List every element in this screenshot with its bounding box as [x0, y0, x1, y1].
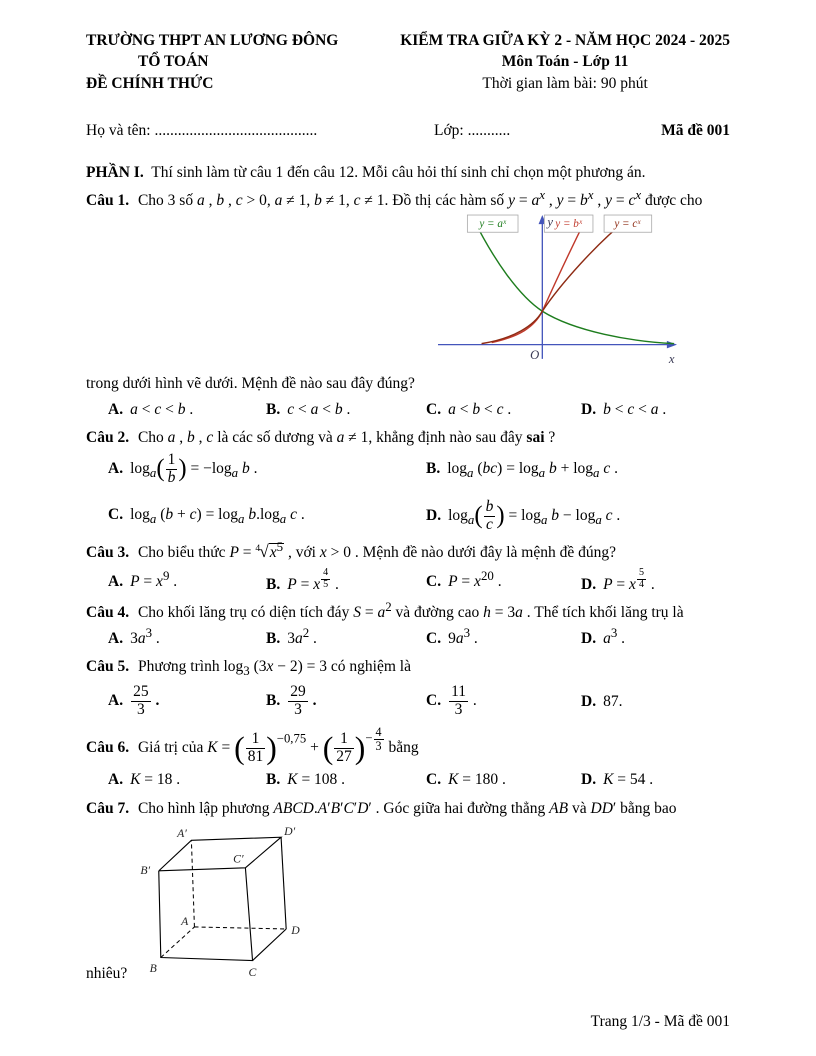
- option-letter: D.: [581, 771, 597, 789]
- exam-duration: Thời gian làm bài: 90 phút: [482, 74, 648, 92]
- question-1-text-cont: trong dưới hình vẽ dưới. Mệnh đề nào sau đây đúng?: [86, 375, 415, 393]
- option-c: [426, 399, 581, 420]
- option-letter: A.: [108, 691, 124, 709]
- header-right: [400, 30, 730, 94]
- option-text: $a^3$ .: [603, 624, 626, 647]
- option-b: [266, 684, 426, 718]
- y-axis-label: y: [547, 215, 554, 230]
- question-1-text: Cho 3 số a , b , c > 0, a ≠ 1, b ≠ 1, c ≠ 1. Đồ thị các hàm số $y = a^x$ , $y = b^x$ , $y = c^x$ được cho: [134, 186, 703, 209]
- question-3-text: Cho biểu thức $P = ^4√x^5$ , với x > 0 . Mệnh đề nào dưới đây là mệnh đề đúng?: [134, 539, 616, 562]
- option-d: [581, 568, 730, 595]
- option-letter: A.: [108, 629, 124, 647]
- option-text: b < c < a .: [603, 400, 667, 418]
- question-1: [86, 186, 730, 420]
- question-7: [86, 798, 730, 985]
- option-c: [426, 769, 581, 790]
- option-text: $\log_a$( $\frac{1}{b}$ ) = $-\log_a$ b .: [130, 451, 258, 487]
- option-text: P = x $^{\frac{5}{4}}$ .: [603, 567, 655, 594]
- question-6-text: Giá trị của K = ( $\frac{1}{81}$ )$^{-0,75}$ + ( $\frac{1}{27}$ )$^{- \frac{4}{3}}$ bằng: [134, 724, 419, 766]
- option-letter: B.: [266, 691, 281, 709]
- option-d: [581, 769, 730, 790]
- option-text: P = x $^{\frac{4}{5}}$ .: [287, 567, 339, 594]
- curve-a: [473, 219, 674, 344]
- question-4: [86, 599, 730, 649]
- part1-instruction: Thí sinh làm từ câu 1 đến câu 12. Mỗi câu hỏi thí sinh chỉ chọn một phương án.: [147, 163, 646, 181]
- curve-c-label: y = cˣ: [614, 218, 641, 231]
- top-face: [159, 837, 281, 871]
- question-3: [86, 540, 730, 595]
- x-axis-label: x: [668, 352, 675, 367]
- option-letter: D.: [426, 506, 442, 524]
- edge-AA1-dashed: [191, 840, 194, 927]
- question-7-text: Cho hình lập phương ABCD.A′B′C′D′ . Góc giữa hai đường thẳng AB và DD′ bằng bao: [134, 799, 677, 817]
- question-7-label: Câu 7.: [86, 799, 130, 817]
- edge-BA-dashed: [161, 927, 195, 958]
- option-a: [108, 399, 266, 420]
- header-left: [86, 30, 338, 94]
- edge-CD: [253, 929, 287, 961]
- question-6-label: Câu 6.: [86, 738, 130, 756]
- exam-title: KIỂM TRA GIỮA KỲ 2 - NĂM HỌC 2024 - 2025: [400, 32, 730, 49]
- option-text: a < b < c .: [448, 400, 512, 418]
- vertex-B-prime: B′: [140, 863, 151, 877]
- vertex-A-prime: A′: [177, 827, 187, 841]
- option-text: K = 108 .: [287, 771, 346, 789]
- option-letter: C.: [426, 573, 442, 591]
- vertex-A: A: [181, 914, 189, 928]
- curve-b-label: y = bˣ: [555, 218, 583, 231]
- option-letter: C.: [426, 400, 442, 418]
- option-text: c < a < b .: [287, 400, 351, 418]
- option-d: [426, 499, 730, 533]
- option-text: 87.: [603, 692, 623, 710]
- option-letter: D.: [581, 629, 597, 647]
- question-2-options: [108, 452, 730, 533]
- question-1-options: [108, 399, 730, 420]
- department-name: TỔ TOÁN: [138, 53, 209, 71]
- paper-type: ĐỀ CHÍNH THỨC: [86, 74, 214, 92]
- option-letter: B.: [266, 576, 281, 594]
- option-letter: B.: [426, 459, 441, 477]
- option-letter: A.: [108, 771, 124, 789]
- question-5-text: Phương trình $\log_3 (3x - 2) = 3$ có nghiệm là: [134, 658, 411, 679]
- question-3-options: [108, 568, 730, 595]
- question-3-label: Câu 3.: [86, 544, 130, 562]
- question-6: [86, 726, 730, 791]
- student-info-row: [86, 120, 730, 141]
- question-5-options: [108, 684, 730, 718]
- option-d: [581, 624, 730, 649]
- question-2-label: Câu 2.: [86, 429, 130, 446]
- x-axis-arrow: [667, 341, 677, 348]
- option-b: [266, 769, 426, 790]
- option-b: [266, 399, 426, 420]
- vertex-C-prime: C′: [233, 852, 244, 866]
- option-text: $\log_a (bc) = \log_a b + \log_a c$ .: [447, 459, 618, 480]
- option-text: $9a^3$ .: [448, 624, 478, 647]
- vertex-D: D: [291, 924, 300, 938]
- option-text: $3a^2$ .: [287, 624, 317, 647]
- origin-label: O: [530, 348, 540, 363]
- page-footer: Trang 1/3 - Mã đề 001: [590, 1012, 730, 1030]
- option-text: $3a^3$ .: [130, 624, 160, 647]
- curve-c: [482, 219, 628, 344]
- option-c: [426, 684, 581, 718]
- vertex-C: C: [248, 965, 257, 979]
- question-5: [86, 656, 730, 718]
- option-text: $\frac{25}{3}$ .: [133, 683, 160, 718]
- curve-b: [492, 219, 586, 343]
- option-a: [108, 684, 266, 718]
- option-letter: A.: [108, 573, 124, 591]
- question-6-options: [108, 769, 730, 790]
- option-letter: A.: [108, 400, 124, 418]
- option-c: [426, 624, 581, 649]
- option-b: [266, 624, 426, 649]
- edge-DD1: [281, 837, 286, 929]
- part1-label: PHẦN I.: [86, 163, 144, 181]
- option-letter: B.: [266, 771, 281, 789]
- option-letter: C.: [426, 691, 442, 709]
- question-2: [86, 427, 730, 533]
- question-1-label: Câu 1.: [86, 191, 130, 209]
- option-c: [108, 504, 426, 528]
- option-letter: D.: [581, 576, 597, 594]
- question-5-label: Câu 5.: [86, 658, 130, 676]
- header: [86, 30, 730, 94]
- option-b: [266, 568, 426, 595]
- option-c: [426, 568, 581, 592]
- option-text: K = 18 .: [130, 771, 181, 789]
- part1-heading: [86, 162, 730, 183]
- edge-AD-dashed: [194, 927, 286, 929]
- school-name: TRƯỜNG THPT AN LƯƠNG ĐÔNG: [86, 32, 339, 49]
- option-letter: D.: [581, 692, 597, 710]
- name-field: Họ và tên: ..........................................: [86, 122, 318, 140]
- option-letter: D.: [581, 400, 597, 418]
- option-text: $\frac{11}{3}$ .: [451, 683, 477, 718]
- question-4-label: Câu 4.: [86, 604, 130, 622]
- option-text: $P = x^9$ .: [130, 568, 178, 591]
- option-b: [426, 458, 730, 482]
- option-text: $P = x^{20}$ .: [448, 568, 502, 591]
- exam-code-badge: Mã đề 001: [661, 122, 730, 140]
- option-letter: C.: [108, 506, 124, 524]
- option-text: a < c < b .: [130, 400, 194, 418]
- option-letter: B.: [266, 400, 281, 418]
- option-a: [108, 568, 266, 592]
- option-d: [581, 399, 730, 420]
- question-4-text: Cho khối lăng trụ có diện tích đáy $S = a^2$ và đường cao h = 3a . Thể tích khối lăng trụ là: [134, 599, 684, 622]
- option-a: [108, 452, 426, 486]
- option-text: K = 54 .: [603, 771, 654, 789]
- exam-subject: Môn Toán - Lớp 11: [501, 53, 629, 71]
- question-2-text: Cho a , b , c là các số dương và a ≠ 1, khẳng định nào sau đây sai ?: [134, 429, 556, 446]
- option-letter: B.: [266, 629, 281, 647]
- question-7-text-cont: nhiêu?: [86, 965, 128, 983]
- option-text: K = 180 .: [448, 771, 506, 789]
- option-letter: A.: [108, 460, 124, 478]
- class-field: Lớp: ...........: [434, 122, 511, 140]
- option-text: $\log_a (b + c) = \log_a b.\log_a$ c .: [130, 506, 305, 527]
- exponential-graph-svg: [432, 213, 682, 373]
- option-d: [581, 691, 730, 712]
- cube-svg: [138, 825, 363, 983]
- option-text: $\log_a$( $\frac{b}{c}$ ) = $\log_a b - \log_a c$ .: [448, 497, 621, 533]
- vertex-D-prime: D′: [284, 825, 296, 839]
- exponential-graph: [432, 213, 730, 373]
- option-text: $\frac{29}{3}$ .: [290, 683, 317, 718]
- option-a: [108, 769, 266, 790]
- vertex-B: B: [149, 961, 157, 975]
- option-letter: C.: [426, 771, 442, 789]
- option-letter: C.: [426, 629, 442, 647]
- option-a: [108, 624, 266, 649]
- curve-a-label: y = aˣ: [479, 218, 507, 231]
- question-4-options: [108, 624, 730, 649]
